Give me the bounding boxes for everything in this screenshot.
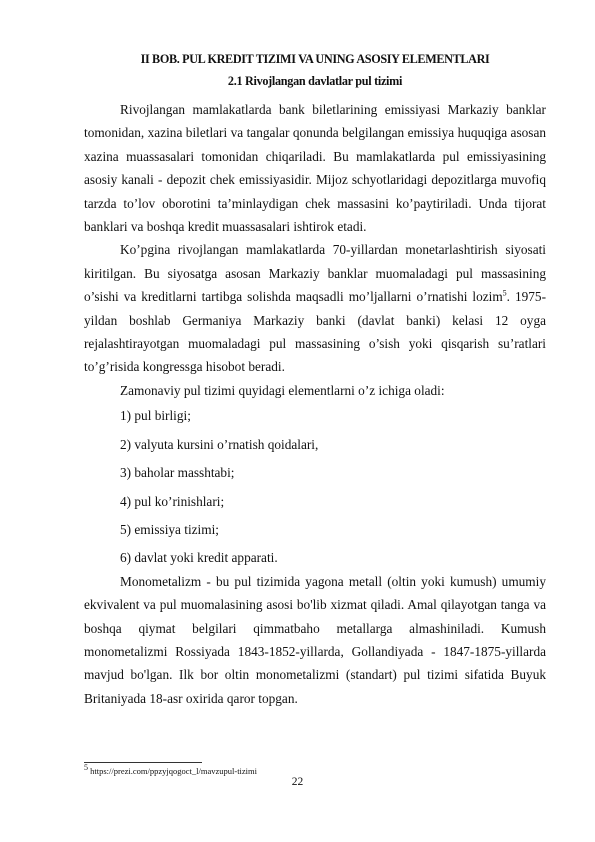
section-title: 2.1 Rivojlangan davlatlar pul tizimi xyxy=(227,74,403,88)
list-item: 2) valyuta kursini o’rnatish qoidalari, xyxy=(120,436,319,452)
list-item: 3) baholar masshtabi; xyxy=(120,465,235,481)
footnote xyxy=(84,763,258,776)
list-item: 4) pul ko’rinishlari; xyxy=(120,493,225,509)
list-item: 6) davlat yoki kredit apparati. xyxy=(120,550,278,566)
paragraph-emission: Rivojlangan mamlakatlarda bank biletlarining emissiyasi Markaziy banklar tomonidan, xazina biletlari va tangalar qonunda belgilangan emissiya huquqiga asosan xazina muassasalari tomonidan chiqariladi. Bu mamlakatlarda pul emissiyasining asosiy kanali - depozit chek emissiyasidir. Mijoz schyotlaridagi depozitlarga muvofiq tarzda to’lov oborotini ta’minlaydigan chek massasini ko’paytiriladi. Unda tijorat banklari va boshqa kredit muassasalari ishtirok etadi. xyxy=(84,102,546,235)
footnote-separator xyxy=(84,762,202,763)
page-body xyxy=(84,52,546,710)
list-item: 1) pul birligi; xyxy=(120,408,191,424)
elements-list xyxy=(84,404,546,569)
paragraph-elements-intro: Zamonaviy pul tizimi quyidagi elementlarni o’z ichiga oladi: xyxy=(120,382,445,398)
list-item: 5) emissiya tizimi; xyxy=(120,521,219,537)
paragraph-monometalism: Monometalizm - bu pul tizimida yagona metall (oltin yoki kumush) umumiy ekvivalent va pul muomalasining asosi bo'lib xizmat qiladi. Amal qilayotgan tanga va boshqa qiymat belgilari qimmatbaho metallarga almashiniladi. Kumush monometalizmi Rossiyada 1843-1852-yillarda, Gollandiyada - 1847-1875-yillarda mavjud bo'lgan. Ilk bor oltin monometalizmi (standart) pul tizimi sifatida Buyuk Britaniyada 18-asr oxirida qaror topgan. xyxy=(84,573,546,706)
footnote-mark: 5 xyxy=(84,763,88,773)
page-number: 22 xyxy=(291,776,304,788)
chapter-title: II BOB. PUL KREDIT TIZIMI VA UNING ASOSIY ELEMENTLARI xyxy=(140,52,490,66)
paragraph-monetarism-text-b: . 1975- yildan boshlab Germaniya Markaziy banki (davlat banki) kelasi 12 oyga rejalashtirayotgan muomaladagi pul massasining o’sish yoki qisqarish su’ratlari to’g’risida kongressga hisobot beradi. xyxy=(84,289,546,375)
paragraph-monetarism xyxy=(84,238,546,378)
paragraph-monetarism-text-a: Ko’pgina rivojlangan mamlakatlarda 70-yillardan monetarlashtirish siyosati kiritilgan. Bu siyosatga asosan Markaziy banklar muomaladagi pul massasining o’sishi va kreditlarni tartibga solishda maqsadli mo’ljallarni o’rnatishi lozim xyxy=(84,242,546,305)
footnote-link[interactable]: https://prezi.com/ppzyjqogoct_l/mavzupul-tizimi xyxy=(88,766,258,776)
footnote-reference: 5 xyxy=(502,288,507,298)
